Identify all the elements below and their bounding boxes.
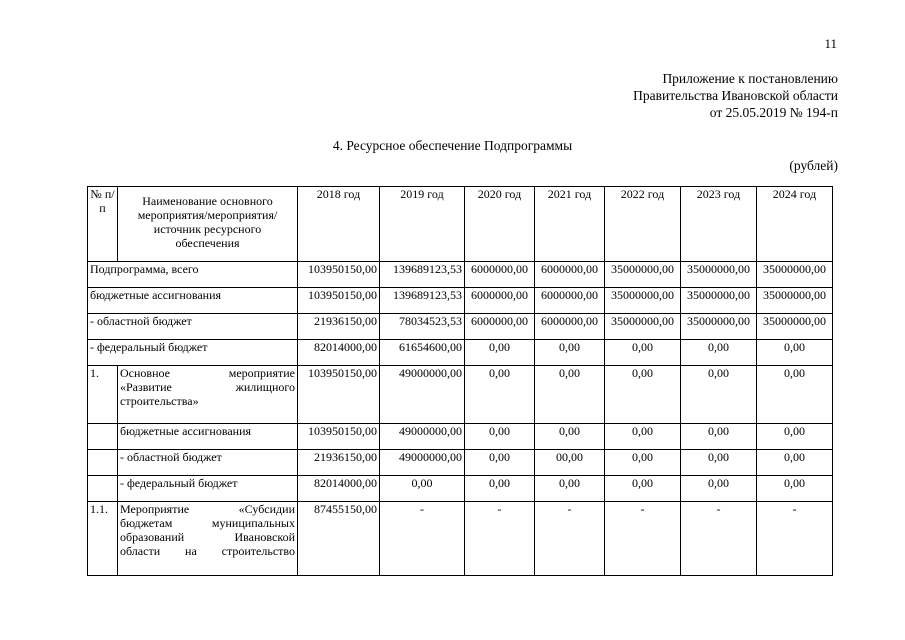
row-num-empty <box>88 476 118 502</box>
name-word: Мероприятие <box>120 502 190 516</box>
value-cell: 0,00 <box>681 476 757 502</box>
value-cell: 0,00 <box>535 476 605 502</box>
table-row <box>88 314 833 340</box>
value-cell: 6000000,00 <box>465 314 535 340</box>
value-cell: 6000000,00 <box>535 288 605 314</box>
units-label: (рублей) <box>789 158 838 173</box>
name-line <box>120 394 295 408</box>
appendix-block <box>633 70 838 121</box>
value-cell: 0,00 <box>605 450 681 476</box>
value-cell: 0,00 <box>681 450 757 476</box>
value-cell: 0,00 <box>605 340 681 366</box>
value-cell: 6000000,00 <box>465 262 535 288</box>
name-line <box>120 516 295 530</box>
name-word: образований <box>120 530 185 544</box>
header-row <box>88 187 833 262</box>
value-cell: 103950150,00 <box>298 288 380 314</box>
row-name <box>118 502 298 576</box>
value-cell: 35000000,00 <box>605 262 681 288</box>
row-label: - областной бюджет <box>88 314 298 340</box>
header-year: 2020 год <box>465 187 535 262</box>
row-label: бюджетные ассигнования <box>88 288 298 314</box>
table-row <box>88 262 833 288</box>
row-number: 1. <box>88 366 118 424</box>
value-cell: 0,00 <box>605 424 681 450</box>
row-label: - федеральный бюджет <box>88 340 298 366</box>
header-year: 2023 год <box>681 187 757 262</box>
table-row <box>88 476 833 502</box>
value-cell: 82014000,00 <box>298 476 380 502</box>
value-cell: 35000000,00 <box>757 314 833 340</box>
value-cell: - <box>757 502 833 576</box>
table-row <box>88 424 833 450</box>
value-cell: 103950150,00 <box>298 262 380 288</box>
page-number: 11 <box>824 36 837 51</box>
value-cell: 0,00 <box>681 366 757 424</box>
value-cell: - <box>681 502 757 576</box>
value-cell: 6000000,00 <box>535 262 605 288</box>
appendix-line: Правительства Ивановской области <box>633 88 838 103</box>
header-name: Наименование основного мероприятия/мероприятия/ источник ресурсного обеспечения <box>118 187 298 262</box>
value-cell: 0,00 <box>465 366 535 424</box>
value-cell: 35000000,00 <box>605 314 681 340</box>
row-number: 1.1. <box>88 502 118 576</box>
name-word: строительства» <box>120 394 199 408</box>
name-line <box>120 366 295 380</box>
name-word: Основное <box>120 366 170 380</box>
value-cell: 0,00 <box>465 340 535 366</box>
value-cell: - <box>465 502 535 576</box>
value-cell: 35000000,00 <box>681 314 757 340</box>
value-cell: 0,00 <box>380 476 465 502</box>
name-word: на <box>185 544 197 558</box>
value-cell: 103950150,00 <box>298 366 380 424</box>
value-cell: 139689123,53 <box>380 262 465 288</box>
value-cell: 35000000,00 <box>681 288 757 314</box>
header-year: 2024 год <box>757 187 833 262</box>
value-cell: 0,00 <box>757 476 833 502</box>
row-num-empty <box>88 424 118 450</box>
header-num: № п/п <box>88 187 118 262</box>
value-cell: 49000000,00 <box>380 366 465 424</box>
resource-table <box>87 186 833 576</box>
name-word: Ивановской <box>234 530 295 544</box>
table-row <box>88 340 833 366</box>
value-cell: 103950150,00 <box>298 424 380 450</box>
name-line <box>120 530 295 544</box>
value-cell: 0,00 <box>465 450 535 476</box>
value-cell: 78034523,53 <box>380 314 465 340</box>
value-cell: 0,00 <box>535 424 605 450</box>
value-cell: 21936150,00 <box>298 450 380 476</box>
row-label: - федеральный бюджет <box>118 476 298 502</box>
value-cell: 0,00 <box>681 340 757 366</box>
name-word: бюджетам <box>120 516 173 530</box>
row-label: бюджетные ассигнования <box>118 424 298 450</box>
table-row <box>88 288 833 314</box>
row-name <box>118 366 298 424</box>
value-cell: 0,00 <box>757 340 833 366</box>
value-cell: 61654600,00 <box>380 340 465 366</box>
value-cell: 0,00 <box>757 366 833 424</box>
value-cell: 6000000,00 <box>465 288 535 314</box>
value-cell: 139689123,53 <box>380 288 465 314</box>
value-cell: 35000000,00 <box>757 288 833 314</box>
name-line <box>120 502 295 516</box>
value-cell: 0,00 <box>465 424 535 450</box>
table-row <box>88 502 833 576</box>
value-cell: 0,00 <box>757 450 833 476</box>
header-year: 2021 год <box>535 187 605 262</box>
value-cell: - <box>380 502 465 576</box>
name-word: муниципальных <box>211 516 295 530</box>
row-label: Подпрограмма, всего <box>88 262 298 288</box>
row-label: - областной бюджет <box>118 450 298 476</box>
appendix-line: от 25.05.2019 № 194-п <box>709 105 838 120</box>
value-cell: 87455150,00 <box>298 502 380 576</box>
appendix-line: Приложение к постановлению <box>662 71 838 86</box>
name-word: «Субсидии <box>238 502 295 516</box>
name-word: области <box>120 544 161 558</box>
value-cell: - <box>535 502 605 576</box>
value-cell: 00,00 <box>535 450 605 476</box>
header-year: 2019 год <box>380 187 465 262</box>
table-row <box>88 450 833 476</box>
name-word: мероприятие <box>228 366 295 380</box>
name-word: жилищного <box>235 380 295 394</box>
header-year: 2022 год <box>605 187 681 262</box>
row-num-empty <box>88 450 118 476</box>
name-line <box>120 380 295 394</box>
value-cell: 35000000,00 <box>681 262 757 288</box>
value-cell: 49000000,00 <box>380 424 465 450</box>
value-cell: 0,00 <box>605 476 681 502</box>
value-cell: 0,00 <box>535 340 605 366</box>
value-cell: 49000000,00 <box>380 450 465 476</box>
value-cell: - <box>605 502 681 576</box>
value-cell: 35000000,00 <box>605 288 681 314</box>
value-cell: 0,00 <box>605 366 681 424</box>
value-cell: 0,00 <box>535 366 605 424</box>
table-row <box>88 366 833 424</box>
value-cell: 6000000,00 <box>535 314 605 340</box>
value-cell: 0,00 <box>681 424 757 450</box>
name-word: «Развитие <box>120 380 172 394</box>
value-cell: 0,00 <box>757 424 833 450</box>
name-word: строительство <box>221 544 295 558</box>
value-cell: 82014000,00 <box>298 340 380 366</box>
value-cell: 21936150,00 <box>298 314 380 340</box>
header-year: 2018 год <box>298 187 380 262</box>
section-title: 4. Ресурсное обеспечение Подпрограммы <box>332 138 573 153</box>
value-cell: 35000000,00 <box>757 262 833 288</box>
value-cell: 0,00 <box>465 476 535 502</box>
name-line <box>120 544 295 558</box>
